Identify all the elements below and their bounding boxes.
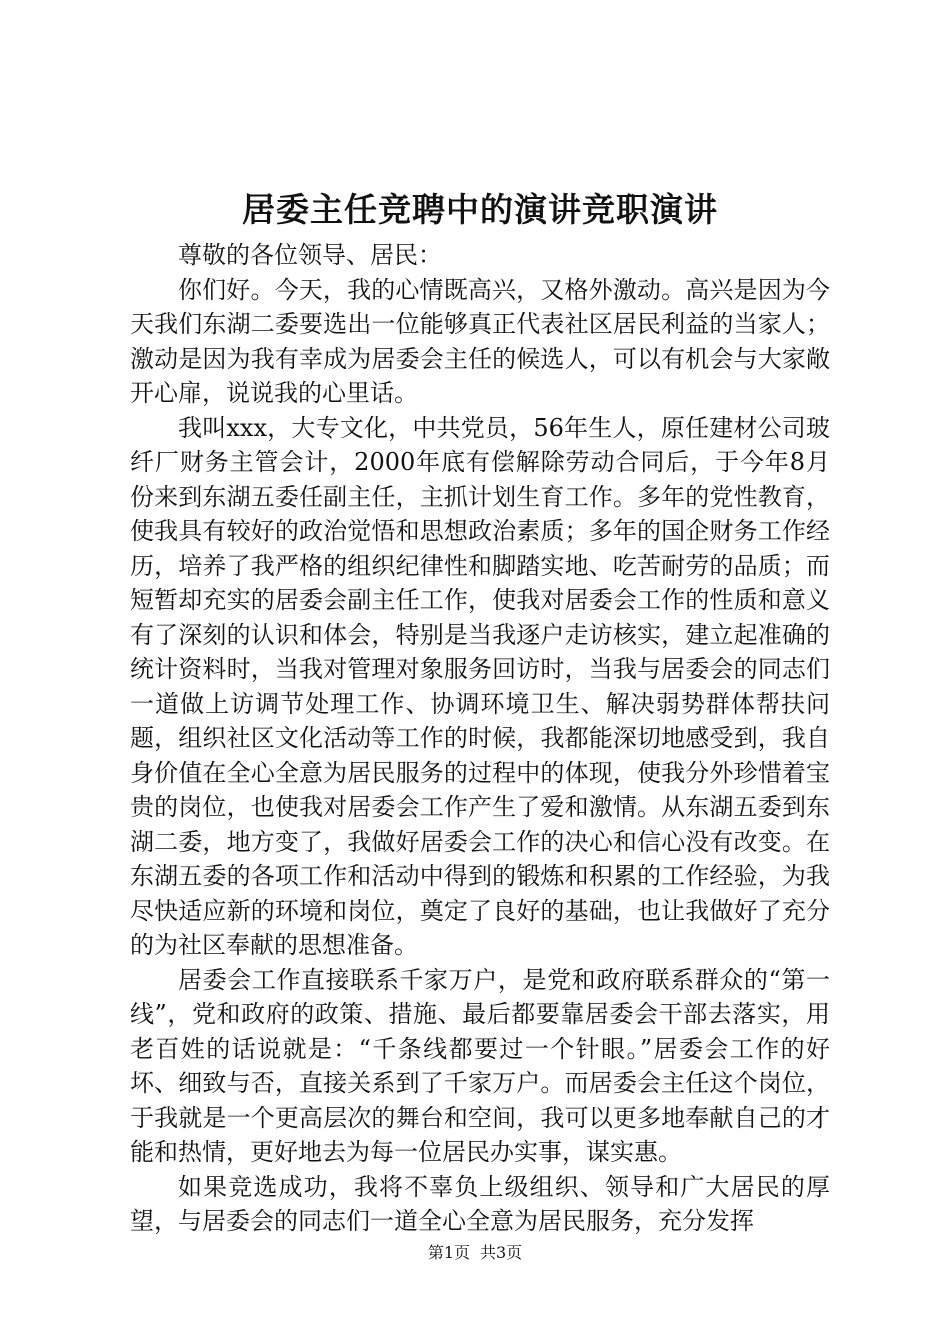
salutation-paragraph: 尊敬的各位领导、居民： [178,241,442,269]
document-title: 居委主任竞聘中的演讲竞职演讲 [242,190,718,229]
greeting-paragraph: 你们好。今天，我的心情既高兴，又格外激动。高兴是因为今天我们东湖二委要选出一位能够真正代表社区居民利益的当家人；激动是因为我有幸成为居委会主任的候选人，可以有机会与大家敞开心扉，说说我的心里话。 [130,275,830,407]
role-description-paragraph: 居委会工作直接联系千家万户，是党和政府联系群众的“第一线”，党和政府的政策、措施、最后都要靠居委会干部去落实，用老百姓的话说就是：“千条线都要过一个针眼。”居委会工作的好坏、细致与否，直接关系到了千家万户。而居委会主任这个岗位，于我就是一个更高层次的舞台和空间，我可以更多地奉献自己的才能和热情，更好地去为每一位居民办实事，谋实惠。 [130,965,830,1166]
document-body [130,238,830,1239]
commitment-paragraph: 如果竞选成功，我将不辜负上级组织、领导和广大居民的厚望，与居委会的同志们一道全心全意为居民服务，充分发挥 [130,1172,830,1235]
self-introduction-paragraph: 我叫xxx，大专文化，中共党员，56年生人，原任建材公司玻纤厂财务主管会计，2000年底有偿解除劳动合同后，于今年8月份来到东湖五委任副主任，主抓计划生育工作。多年的党性教育，使我具有较好的政治觉悟和思想政治素质；多年的国企财务工作经历，培养了我严格的组织纪律性和脚踏实地、吃苦耐劳的品质；而短暂却充实的居委会副主任工作，使我对居委会工作的性质和意义有了深刻的认识和体会，特别是当我逐户走访核实，建立起准确的统计资料时，当我对管理对象服务回访时，当我与居委会的同志们一道做上访调节处理工作、协调环境卫生、解决弱势群体帮扶问题，组织社区文化活动等工作的时候，我都能深切地感受到，我自身价值在全心全意为居民服务的过程中的体现，使我分外珍惜着宝贵的岗位，也使我对居委会工作产生了爱和激情。从东湖五委到东湖二委，地方变了，我做好居委会工作的决心和信心没有改变。在东湖五委的各项工作和活动中得到的锻炼和积累的工作经验，为我尽快适应新的环境和岗位，奠定了良好的基础，也让我做好了充分的为社区奉献的思想准备。 [130,413,830,959]
page-number-current: 第1页 [427,1243,470,1262]
page-footer [0,1243,950,1263]
page-number-total: 共3页 [480,1243,523,1262]
